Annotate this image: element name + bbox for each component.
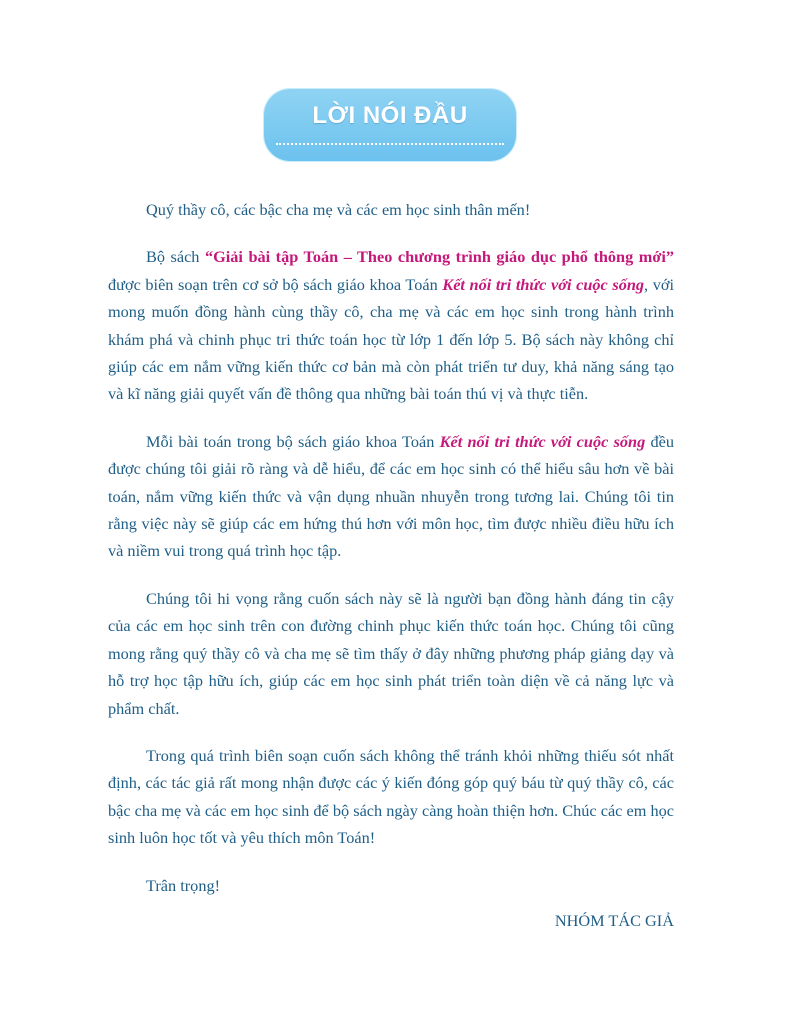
title-banner (264, 89, 516, 161)
p2-pre: Mỗi bài toán trong bộ sách giáo khoa Toán (146, 431, 440, 451)
preface-body (108, 196, 674, 954)
series-name: Kết nối tri thức với cuộc sống (442, 274, 645, 294)
paragraph-4: Trong quá trình biên soạn cuốn sách không thể tránh khỏi những thiếu sót nhất định, các tác giả rất mong nhận được các ý kiến đóng góp quý báu từ quý thầy cô, các bậc cha mẹ và các em học sinh để bộ sách ngày càng hoàn thiện hơn. Chúc các em học sinh luôn học tốt và yêu thích môn Toán! (108, 745, 674, 848)
paragraph-3: Chúng tôi hi vọng rằng cuốn sách này sẽ là người bạn đồng hành đáng tin cậy của các em học sinh trên con đường chinh phục kiến thức toán học. Chúng tôi cũng mong rằng quý thầy cô và cha mẹ sẽ tìm thấy ở đây những phương pháp giảng dạy và hỗ trợ học tập hữu ích, giúp các em học sinh phát triển toàn diện về cả năng lực và phẩm chất. (108, 588, 674, 718)
title-dotted-divider (276, 143, 504, 145)
p1-pre: Bộ sách (146, 247, 205, 267)
signature: NHÓM TÁC GIẢ (554, 910, 674, 930)
paragraph-2 (108, 428, 674, 565)
paragraph-1 (108, 243, 674, 407)
series-name-2: Kết nối tri thức với cuộc sống (439, 431, 646, 451)
p1-mid: được biên soạn trên cơ sở bộ sách giáo khoa Toán (108, 274, 443, 294)
greeting: Quý thầy cô, các bậc cha mẹ và các em học sinh thân mến! (146, 200, 531, 219)
p1-post: , với mong muốn đồng hành cùng thầy cô, cha mẹ và các em học sinh trong hành trình khám phá và chinh phục tri thức toán học từ lớp 1 đến lớp 5. Bộ sách này không chỉ giúp các em nắm vững kiến thức cơ bản mà còn phát triển tư duy, khả năng sáng tạo và kĩ năng giải quyết vấn đề thông qua những bài toán thú vị và thực tiễn. (108, 274, 674, 404)
closing: Trân trọng! (146, 875, 221, 895)
p2-post: đều được chúng tôi giải rõ ràng và dễ hiểu, để các em học sinh có thể hiểu sâu hơn về bài toán, nắm vững kiến thức và vận dụng nhuần nhuyễn trong tương lai. Chúng tôi tin rằng việc này sẽ giúp các em hứng thú hơn với môn học, tìm được nhiều điều hữu ích và niềm vui trong quá trình học tập. (108, 431, 675, 561)
book-title: “Giải bài tập Toán – Theo chương trình giáo dục phổ thông mới” (204, 247, 674, 267)
page-title: LỜI NÓI ĐẦU (312, 102, 468, 129)
